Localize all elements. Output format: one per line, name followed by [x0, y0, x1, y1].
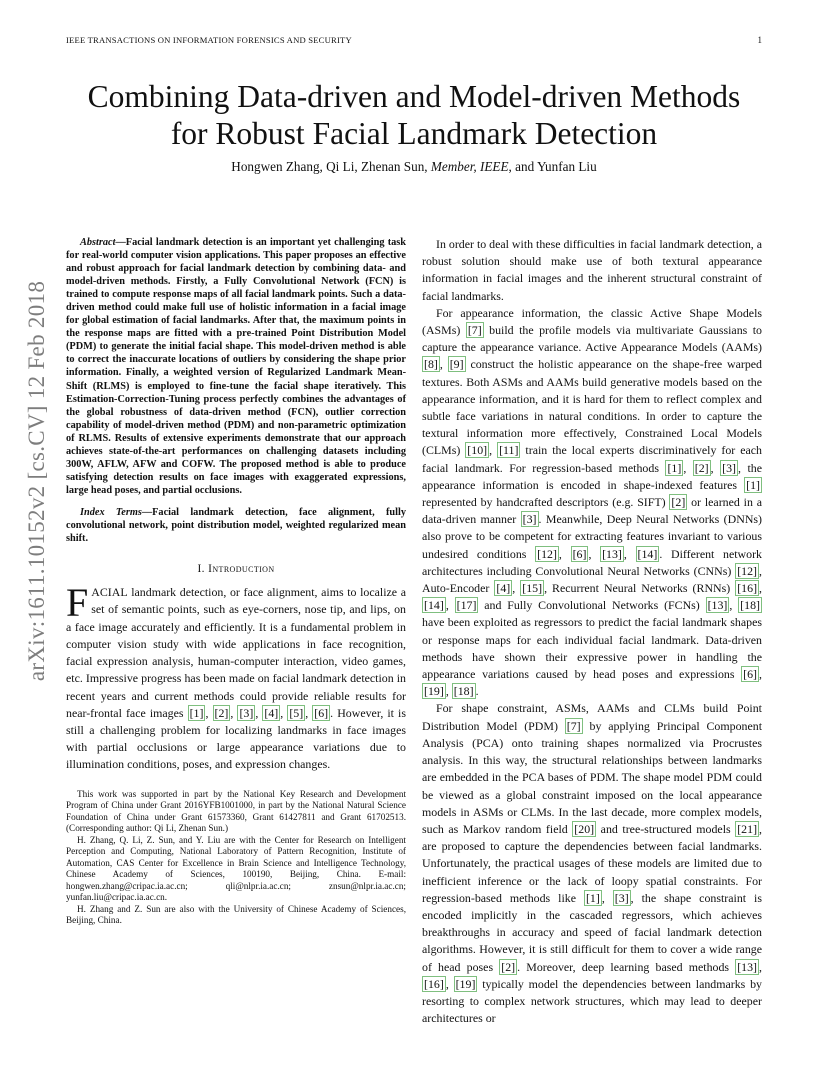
body-text: .	[475, 684, 479, 699]
citation-link[interactable]: [13]	[602, 546, 622, 561]
drop-cap: F	[66, 580, 89, 626]
body-text: by applying Principal Component Analysis (PCA) onto training shapes normalized via Procrustes analysis. In this way, the structural relationships between landmarks are embedded in the PCA bases of PDM. The shape model PDM could be viewed as a global constraint imposed on the local appearance models in ASMs or CLMs. In the last decade, more complex models, such as Markov random field	[422, 718, 762, 836]
citation-link[interactable]: [18]	[453, 684, 474, 699]
citation-link[interactable]: [2]	[214, 705, 229, 720]
footnotes	[66, 789, 406, 927]
index-terms-text: —Facial landmark detection, face alignment, fully convolutional network, point distribution model, weighted regularized mean shift.	[66, 506, 406, 545]
citation-link[interactable]: [3]	[522, 512, 537, 527]
body-text: ,	[683, 460, 693, 475]
citation-link[interactable]: [18]	[740, 598, 760, 613]
left-column	[66, 236, 406, 927]
citation-link[interactable]: [3]	[614, 890, 629, 905]
body-text: ,	[512, 581, 521, 596]
body-text: ,	[759, 667, 762, 682]
body-text: , are proposed to capture the dependencies between facial landmarks. Unfortunately, the practical usages of these models are limited due to inefficient inference or the lack of loopy spatial constraints. For regression-based methods like	[422, 821, 763, 905]
citation-link[interactable]: [1]	[667, 460, 682, 475]
body-text: For shape constraint, ASMs, AAMs and CLMs build Point Distribution Model (PDM)	[422, 701, 762, 733]
citation-link[interactable]: [19]	[424, 684, 444, 699]
author-names: Hongwen Zhang, Qi Li, Zhenan Sun,	[231, 159, 431, 174]
body-text: For appearance information, the classic Active Shape Models (ASMs)	[422, 305, 762, 338]
body-text: ,	[601, 890, 613, 905]
body-text: ,	[439, 357, 448, 372]
body-text: ,	[489, 443, 498, 458]
index-terms	[66, 506, 406, 545]
citation-link[interactable]: [3]	[722, 460, 736, 475]
intro-text: landmark detection, or face alignment, aims to localize a set of semantic points, such as eye-corners, nose tip, and lips, on a face image accurately and efficiently. It is a fundamental problem in computer vision study with wide applications in face recognition, facial expression analysis, human-computer interaction, video games, etc. Impressive progress has been made on facial landmark detection in recent years and current methods could provide reliable results for near-frontal face images	[66, 585, 406, 720]
affiliation-footnote: H. Zhang, Q. Li, Z. Sun, and Y. Liu are with the Center for Research on Intelligent Perception and Computing, National Laboratory of Pattern Recognition, Institute of Automation, CAS Center for Excellence in Brain Science and Intelligence Technology, Chinese Academy of Sciences, 100190, Beijing, China. E-mail: hongwen.zhang@cripac.ia.ac.cn; qli@nlpr.ia.ac.cn; znsun@nlpr.ia.ac.cn; yunfan.liu@cripac.ia.ac.cn.	[66, 834, 406, 903]
citation-link[interactable]: [1]	[746, 477, 760, 492]
body-text: ,	[445, 976, 454, 991]
citation-link[interactable]: [16]	[424, 976, 444, 991]
author-membership: Member, IEEE	[430, 159, 509, 174]
body-text: ,	[759, 959, 762, 974]
citation-link[interactable]: [15]	[522, 581, 543, 596]
citation-link[interactable]: [4]	[264, 705, 279, 720]
citation-link[interactable]: [5]	[289, 705, 304, 720]
section-numeral: I.	[197, 563, 209, 576]
body-paragraph	[422, 700, 762, 1027]
citation-link[interactable]: [11]	[499, 443, 519, 458]
body-text: typically model the dependencies between landmarks by resorting to complex network structures, which may lead to deeper architectures or	[422, 976, 762, 1026]
citation-link[interactable]: [17]	[456, 598, 477, 613]
page-number: 1	[757, 35, 762, 45]
citation-link[interactable]: [16]	[737, 581, 758, 596]
body-text: , Auto-Encoder	[422, 563, 762, 596]
arxiv-identifier: arXiv:1611.10152v2 [cs.CV] 12 Feb 2018	[24, 280, 49, 682]
intro-caps: ACIAL	[91, 585, 128, 600]
citation-link[interactable]: [10]	[467, 443, 488, 458]
arxiv-side-stamp	[24, 280, 50, 682]
body-text: represented by handcrafted descriptors (e.g. SIFT)	[422, 495, 670, 510]
section-title: Introduction	[208, 563, 275, 576]
citation-link[interactable]: [9]	[449, 357, 464, 372]
citation-link[interactable]: [2]	[671, 495, 686, 510]
body-text: and tree-structured models	[596, 821, 736, 836]
body-paragraph	[422, 305, 762, 701]
citation-link[interactable]: [4]	[496, 581, 511, 596]
body-text: build the profile models via multivariate Gaussians to capture the appearance variance. Active Appearance Models (AAMs)	[422, 323, 762, 355]
body-paragraph: In order to deal with these difficulties in facial landmark detection, a robust solution should make use of both textural appearance information in facial images and the inherent structural constraint of facial landmarks.	[422, 237, 762, 303]
abstract	[66, 236, 406, 497]
body-text: have been exploited as regressors to predict the facial landmark shapes or response maps for each individual facial landmark. Data-driven methods have shown their expressive power in handling the appearance variations caused by head poses and expressions	[422, 615, 762, 682]
body-text: ,	[445, 598, 455, 613]
citation-link[interactable]: [6]	[743, 667, 758, 682]
body-text: and Fully Convolutional Networks (FCNs)	[478, 598, 706, 613]
citation-link[interactable]: [20]	[574, 821, 595, 836]
citation-link[interactable]: [14]	[424, 598, 444, 613]
intro-text: . However, it is still a challenging problem for localizing landmarks in face images with partial occlusions or large appearance variations due to illumination conditions, poses, and expression changes.	[66, 705, 406, 772]
body-text: ,	[445, 684, 452, 699]
citation-link[interactable]: [1]	[189, 705, 204, 720]
body-text: . Meanwhile, Deep Neural Networks (DNNs) also prove to be competent for extracting features invariant to various undesired conditions	[422, 512, 762, 561]
abstract-text: —Facial landmark detection is an important yet challenging task for real-world computer vision applications. This paper proposes an effective and robust approach for facial landmark detection by combining data- and model-driven methods. Firstly, a Fully Convolutional Network (FCN) is trained to compute response maps of all facial landmark points. Such a data-driven method could make full use of holistic information in a facial image for global estimation of facial landmarks. After that, the maximum points in the response maps are fitted with a pre-trained Point Distribution Model (PDM) to generate the initial facial shape. This model-driven method is able to correct the inaccurate locations of outliers by considering the shape prior information. Finally, a weighted version of Regularized Landmark Mean-Shift (RLMS) is employed to fine-tune the facial shape iteratively. This Estimation-Correction-Tuning process perfectly combines the advantages of the global robustness of data-driven method (FCN), outlier correction capability of model-driven method (PDM) and non-parametric optimization of RLMS. Results of extensive experiments demonstrate that our approach achieves state-of-the-art performances on challenging datasets including 300W, AFLW, AFW and COFW. The proposed method is able to produce satisfying detection results on face images with exaggerated expressions, large head poses, and partial occlusions.	[66, 237, 406, 496]
citation-link[interactable]: [14]	[637, 546, 658, 561]
body-text: train the local experts discriminatively for each facial landmark. For regression-based methods	[422, 443, 762, 475]
body-text: construct the holistic appearance on the shape-free warped textures. Both ASMs and AAMs build generative models based on the appearance information, and it is hard for them to reflect complex and subtle face variations in natural conditions. In order to capture the textural information more effectively, Constrained Local Models (CLMs)	[422, 357, 762, 458]
citation-link[interactable]: [21]	[737, 821, 758, 836]
citation-link[interactable]: [2]	[694, 460, 709, 475]
citation-link[interactable]: [7]	[467, 323, 482, 338]
citation-link[interactable]: [13]	[707, 598, 728, 613]
citation-link[interactable]: [6]	[572, 546, 587, 561]
title-line-2: for Robust Facial Landmark Detection	[170, 116, 658, 151]
citation-link[interactable]: [12]	[537, 546, 557, 561]
right-column	[422, 236, 762, 1027]
citation-link[interactable]: [13]	[737, 959, 758, 974]
journal-header: IEEE TRANSACTIONS ON INFORMATION FORENSICS AND SECURITY	[66, 35, 352, 45]
body-text: , Recurrent Neural Networks (RNNs)	[544, 581, 736, 596]
citation-link[interactable]: [2]	[501, 959, 516, 974]
body-text: ,	[623, 546, 636, 561]
paper-title	[0, 78, 828, 152]
author-names-rest: , and Yunfan Liu	[508, 159, 597, 174]
section-heading	[66, 561, 406, 578]
body-text: ,	[729, 598, 739, 613]
citation-link[interactable]: [7]	[566, 718, 581, 733]
funding-footnote: This work was supported in part by the National Key Research and Development Program of China under Grant 2016YFB1001000, in part by the National Natural Science Foundation of China under Grant 61573360, Grant 61427811 and Grant 61702513. (Corresponding author: Qi Li, Zhenan Sun.)	[66, 788, 406, 834]
citation-link[interactable]: [19]	[455, 976, 476, 991]
citation-link[interactable]: [1]	[585, 890, 600, 905]
index-terms-label: Index Terms	[80, 506, 142, 518]
body-text: ,	[588, 546, 601, 561]
body-text: or learned in a data-driven manner	[422, 495, 762, 527]
author-list	[0, 159, 828, 175]
body-text: ,	[710, 460, 721, 475]
citation-link[interactable]: [6]	[314, 705, 329, 720]
body-text: . Moreover, deep learning based methods	[517, 959, 736, 974]
title-line-1: Combining Data-driven and Model-driven Methods	[87, 79, 741, 114]
body-text: . Different network architectures including Convolutional Neural Networks (CNNs)	[422, 546, 762, 578]
citation-link[interactable]: [3]	[239, 705, 254, 720]
body-text: ,	[558, 546, 571, 561]
body-text: , the shape constraint is encoded implicitly in the cascaded regressors, which achieves breakthroughs in accuracy and speed of facial landmark detection algorithms. However, it is still difficult for them to cover a wide range of head poses	[422, 890, 762, 974]
abstract-label: Abstract	[80, 237, 116, 248]
citation-link[interactable]: [12]	[737, 563, 758, 578]
affiliation-footnote-2: H. Zhang and Z. Sun are also with the University of Chinese Academy of Sciences, Beijing, China.	[66, 903, 406, 926]
body-text: , the appearance information is encoded in shape-indexed features	[422, 460, 762, 492]
citation-link[interactable]: [8]	[424, 357, 438, 372]
body-text: ,	[759, 581, 763, 596]
intro-paragraph: FACIAL landmark detection, or face alignment, aims to localize a set of semantic points, such as eye-corners, nose tip, and lips, on a face image accurately and efficiently. It is a fundamental problem in computer vision study with wide applications in face recognition, facial expression analysis, human-computer interaction, video games, etc. Impressive progress has been made on facial landmark detection in recent years and current methods could provide reliable results for near-frontal face images [1] , [2] , [3] , [4] , [5] , [6] . However, it is still a challenging problem for localizing landmarks in face images with partial occlusions or large appearance variations due to illumination conditions, poses, and expression changes.	[66, 580, 406, 772]
